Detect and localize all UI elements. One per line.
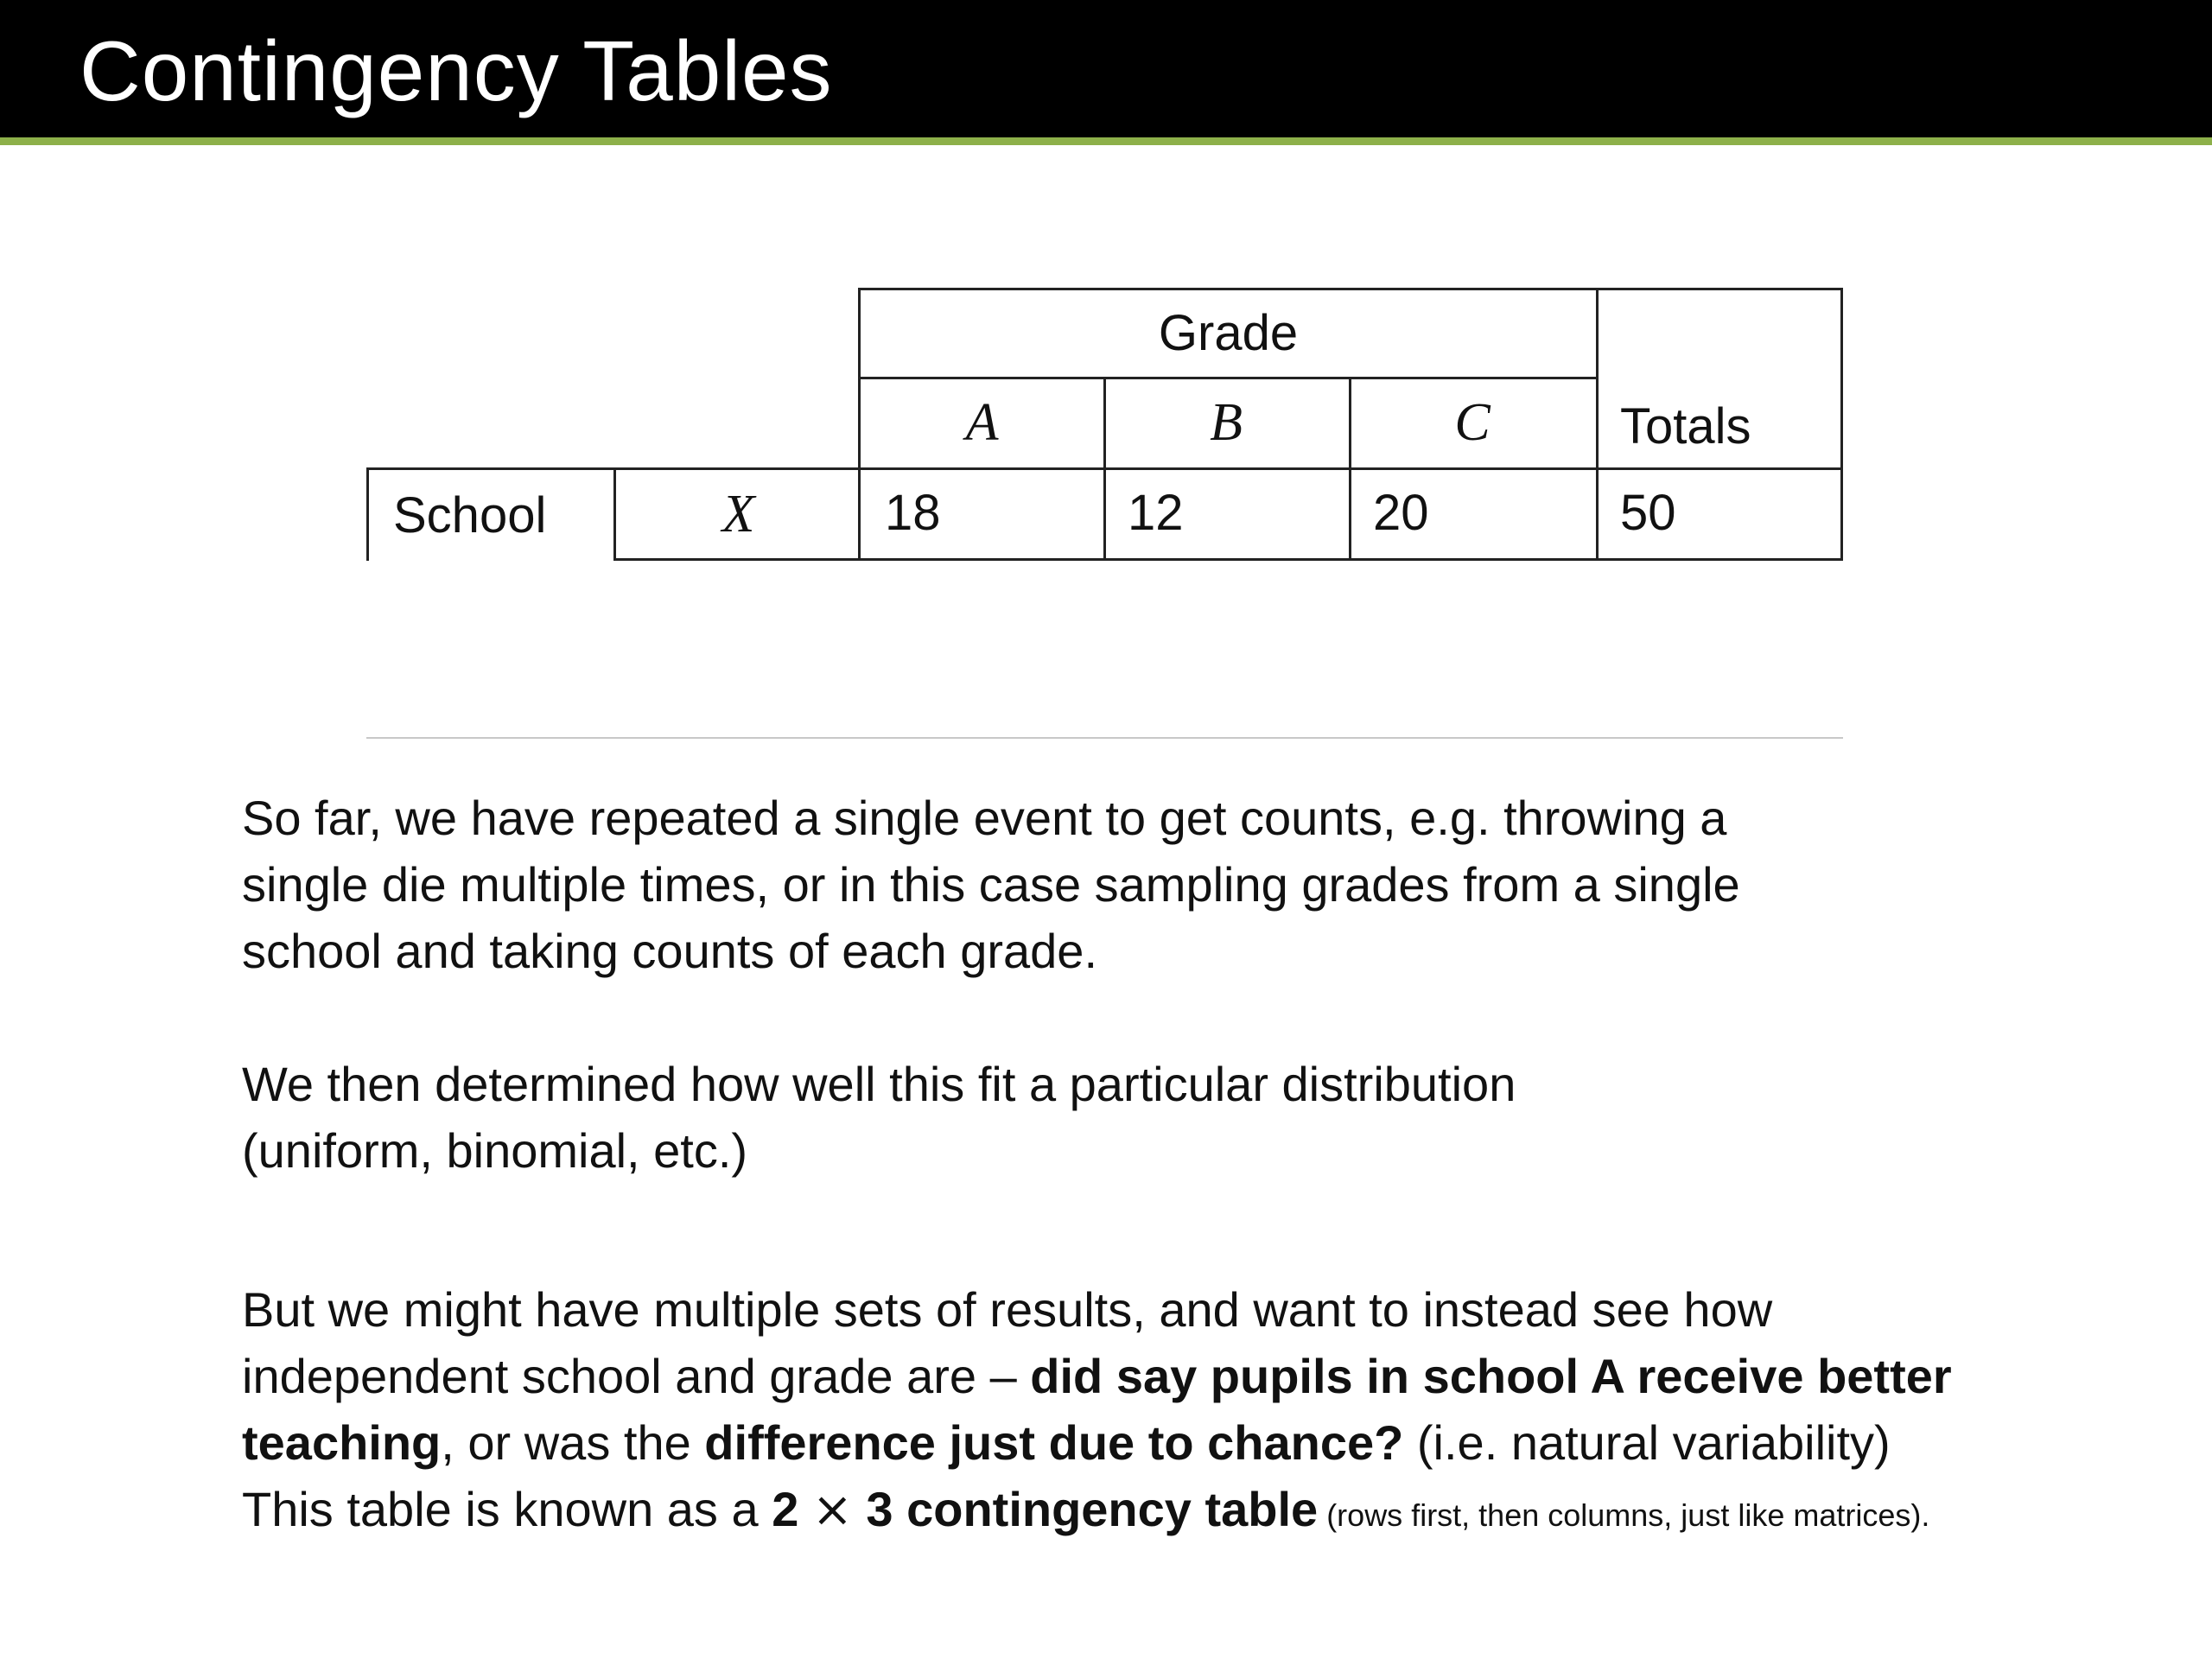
paragraph-3-line-4-text: This table is known as a xyxy=(242,1482,772,1536)
totals-header: Totals xyxy=(1596,288,1843,470)
title-accent-rule xyxy=(0,137,2212,145)
table-cell-x-total: 50 xyxy=(1596,467,1843,561)
times-symbol: × xyxy=(811,1482,853,1538)
paragraph-3-line-2-bold: did say pupils in school A receive better xyxy=(1030,1349,1952,1403)
table-cell-x-c: 20 xyxy=(1349,467,1599,561)
slide-title: Contingency Tables xyxy=(79,23,833,118)
paragraph-3-line-2-text: independent school and grade are – xyxy=(242,1349,1031,1403)
paragraph-2 xyxy=(242,1051,1516,1184)
table-cell-x-a: 18 xyxy=(858,467,1106,561)
row-label-x: X xyxy=(613,467,861,561)
paragraph-3-line-1: But we might have multiple sets of results, and want to instead see how xyxy=(242,1282,1773,1337)
paragraph-2-line-2: (uniform, binomial, etc.) xyxy=(242,1123,748,1178)
paragraph-3-line-3-text-1: , or was the xyxy=(441,1415,705,1470)
paragraph-3-line-3 xyxy=(242,1409,1952,1476)
row-group-label-school: School xyxy=(366,467,617,561)
paragraph-3 xyxy=(242,1276,1952,1548)
title-bar xyxy=(0,0,2212,137)
paragraph-1-line-1: So far, we have repeated a single event to get counts, e.g. throwing a xyxy=(242,791,1727,845)
paragraph-3-line-3-bold-2: difference just due to chance? xyxy=(704,1415,1404,1470)
paragraph-1 xyxy=(242,785,1740,984)
column-header-a: A xyxy=(858,377,1106,470)
paragraph-3-line-4-note: (rows first, then columns, just like matrices). xyxy=(1318,1497,1930,1533)
paragraph-1-line-3: school and taking counts of each grade. xyxy=(242,924,1098,978)
column-header-b: B xyxy=(1103,377,1351,470)
paragraph-3-line-3-text-2: (i.e. natural variability) xyxy=(1403,1415,1891,1470)
table-dimension-columns: 3 xyxy=(866,1482,893,1536)
table-dimension-rows: 2 xyxy=(772,1482,799,1536)
table-cell-x-b: 12 xyxy=(1103,467,1351,561)
paragraph-3-line-2 xyxy=(242,1343,1952,1409)
table-faint-rule xyxy=(366,737,1843,739)
paragraph-3-line-3-bold-1: teaching xyxy=(242,1415,442,1470)
grade-group-header: Grade xyxy=(858,288,1599,379)
column-header-c: C xyxy=(1349,377,1599,470)
paragraph-2-line-1: We then determined how well this fit a particular distribution xyxy=(242,1057,1516,1111)
paragraph-3-line-4 xyxy=(242,1476,1952,1548)
paragraph-1-line-2: single die multiple times, or in this case sampling grades from a single xyxy=(242,857,1740,912)
paragraph-3-line-4-bold: contingency table xyxy=(893,1482,1319,1536)
